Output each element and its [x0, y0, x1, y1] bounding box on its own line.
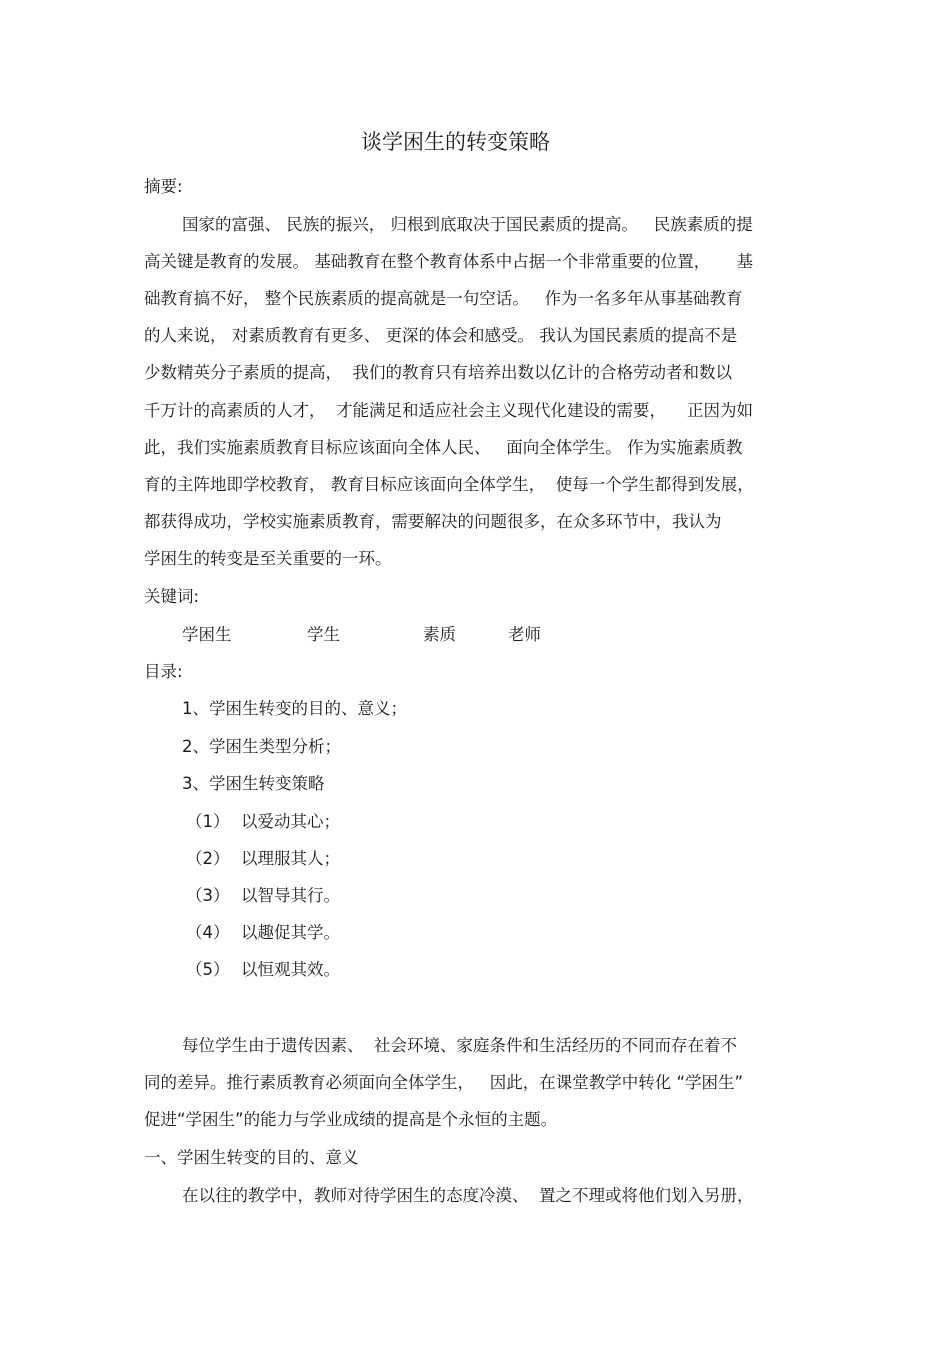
toc-item: 3、学困生转变策略	[182, 774, 325, 793]
strategy-text: 以趣促其学。	[241, 923, 340, 942]
strategy-number: （4）	[186, 923, 230, 942]
keyword: 素质	[423, 625, 456, 644]
strategy-text: 以爱动其心；	[241, 812, 340, 831]
intro-line: 同的差异。推行素质教育必须面向全体学生， 因此，在课堂教学中转化 “学困生”	[144, 1073, 744, 1092]
document-title: 谈学困生的转变策略	[361, 130, 550, 154]
strategy-number: （2）	[186, 849, 230, 868]
strategy-text: 以恒观其效。	[241, 960, 340, 979]
keyword: 老师	[508, 625, 541, 644]
toc-item: 1、学困生转变的目的、意义；	[182, 699, 407, 718]
strategy-number: （3）	[186, 886, 230, 905]
intro-line: 每位学生由于遗传因素、 社会环境、家庭条件和生活经历的不同而存在着不	[182, 1036, 737, 1055]
keyword: 学生	[307, 625, 340, 644]
abstract-line: 千万计的高素质的人才， 才能满足和适应社会主义现代化建设的需要， 正因为如	[144, 401, 753, 420]
abstract-line: 高关键是教育的发展。 基础教育在整个教育体系中占据一个非常重要的位置， 基	[144, 252, 753, 271]
intro-line: 促进“学困生”的能力与学业成绩的提高是个永恒的主题。	[144, 1110, 558, 1129]
abstract-line: 础教育搞不好， 整个民族素质的提高就是一句空话。 作为一名多年从事基础教育	[144, 289, 743, 308]
strategy-text: 以理服其人；	[241, 849, 340, 868]
strategy-number: （1）	[186, 812, 230, 831]
keywords-label: 关键词:	[144, 587, 200, 606]
abstract-line: 育的主阵地即学校教育， 教育目标应该面向全体学生， 使每一个学生都得到发展，	[144, 475, 754, 494]
strategy-number: （5）	[186, 960, 230, 979]
toc-item: 2、学困生类型分析；	[182, 737, 341, 756]
abstract-line: 的人来说， 对素质教育有更多、 更深的体会和感受。 我认为国民素质的提高不是	[144, 326, 738, 345]
abstract-line: 此，我们实施素质教育目标应该面向全体人民、 面向全体学生。 作为实施素质教	[144, 438, 743, 457]
section-heading: 一、学困生转变的目的、意义	[144, 1148, 359, 1167]
keyword: 学困生	[182, 625, 232, 644]
abstract-line: 学困生的转变是至关重要的一环。	[144, 549, 392, 568]
toc-label: 目录:	[144, 662, 183, 681]
strategy-text: 以智导其行。	[241, 886, 340, 905]
abstract-line: 少数精英分子素质的提高， 我们的教育只有培养出数以亿计的合格劳动者和数以	[144, 363, 732, 382]
section-line: 在以往的教学中，教师对待学困生的态度冷漠、 置之不理或将他们划入另册，	[182, 1186, 754, 1205]
abstract-line: 国家的富强、 民族的振兴， 归根到底取决于国民素质的提高。 民族素质的提	[182, 215, 753, 234]
abstract-line: 都获得成功，学校实施素质教育，需要解决的问题很多，在众多环节中，我认为	[144, 512, 722, 531]
abstract-label: 摘要:	[144, 177, 183, 196]
